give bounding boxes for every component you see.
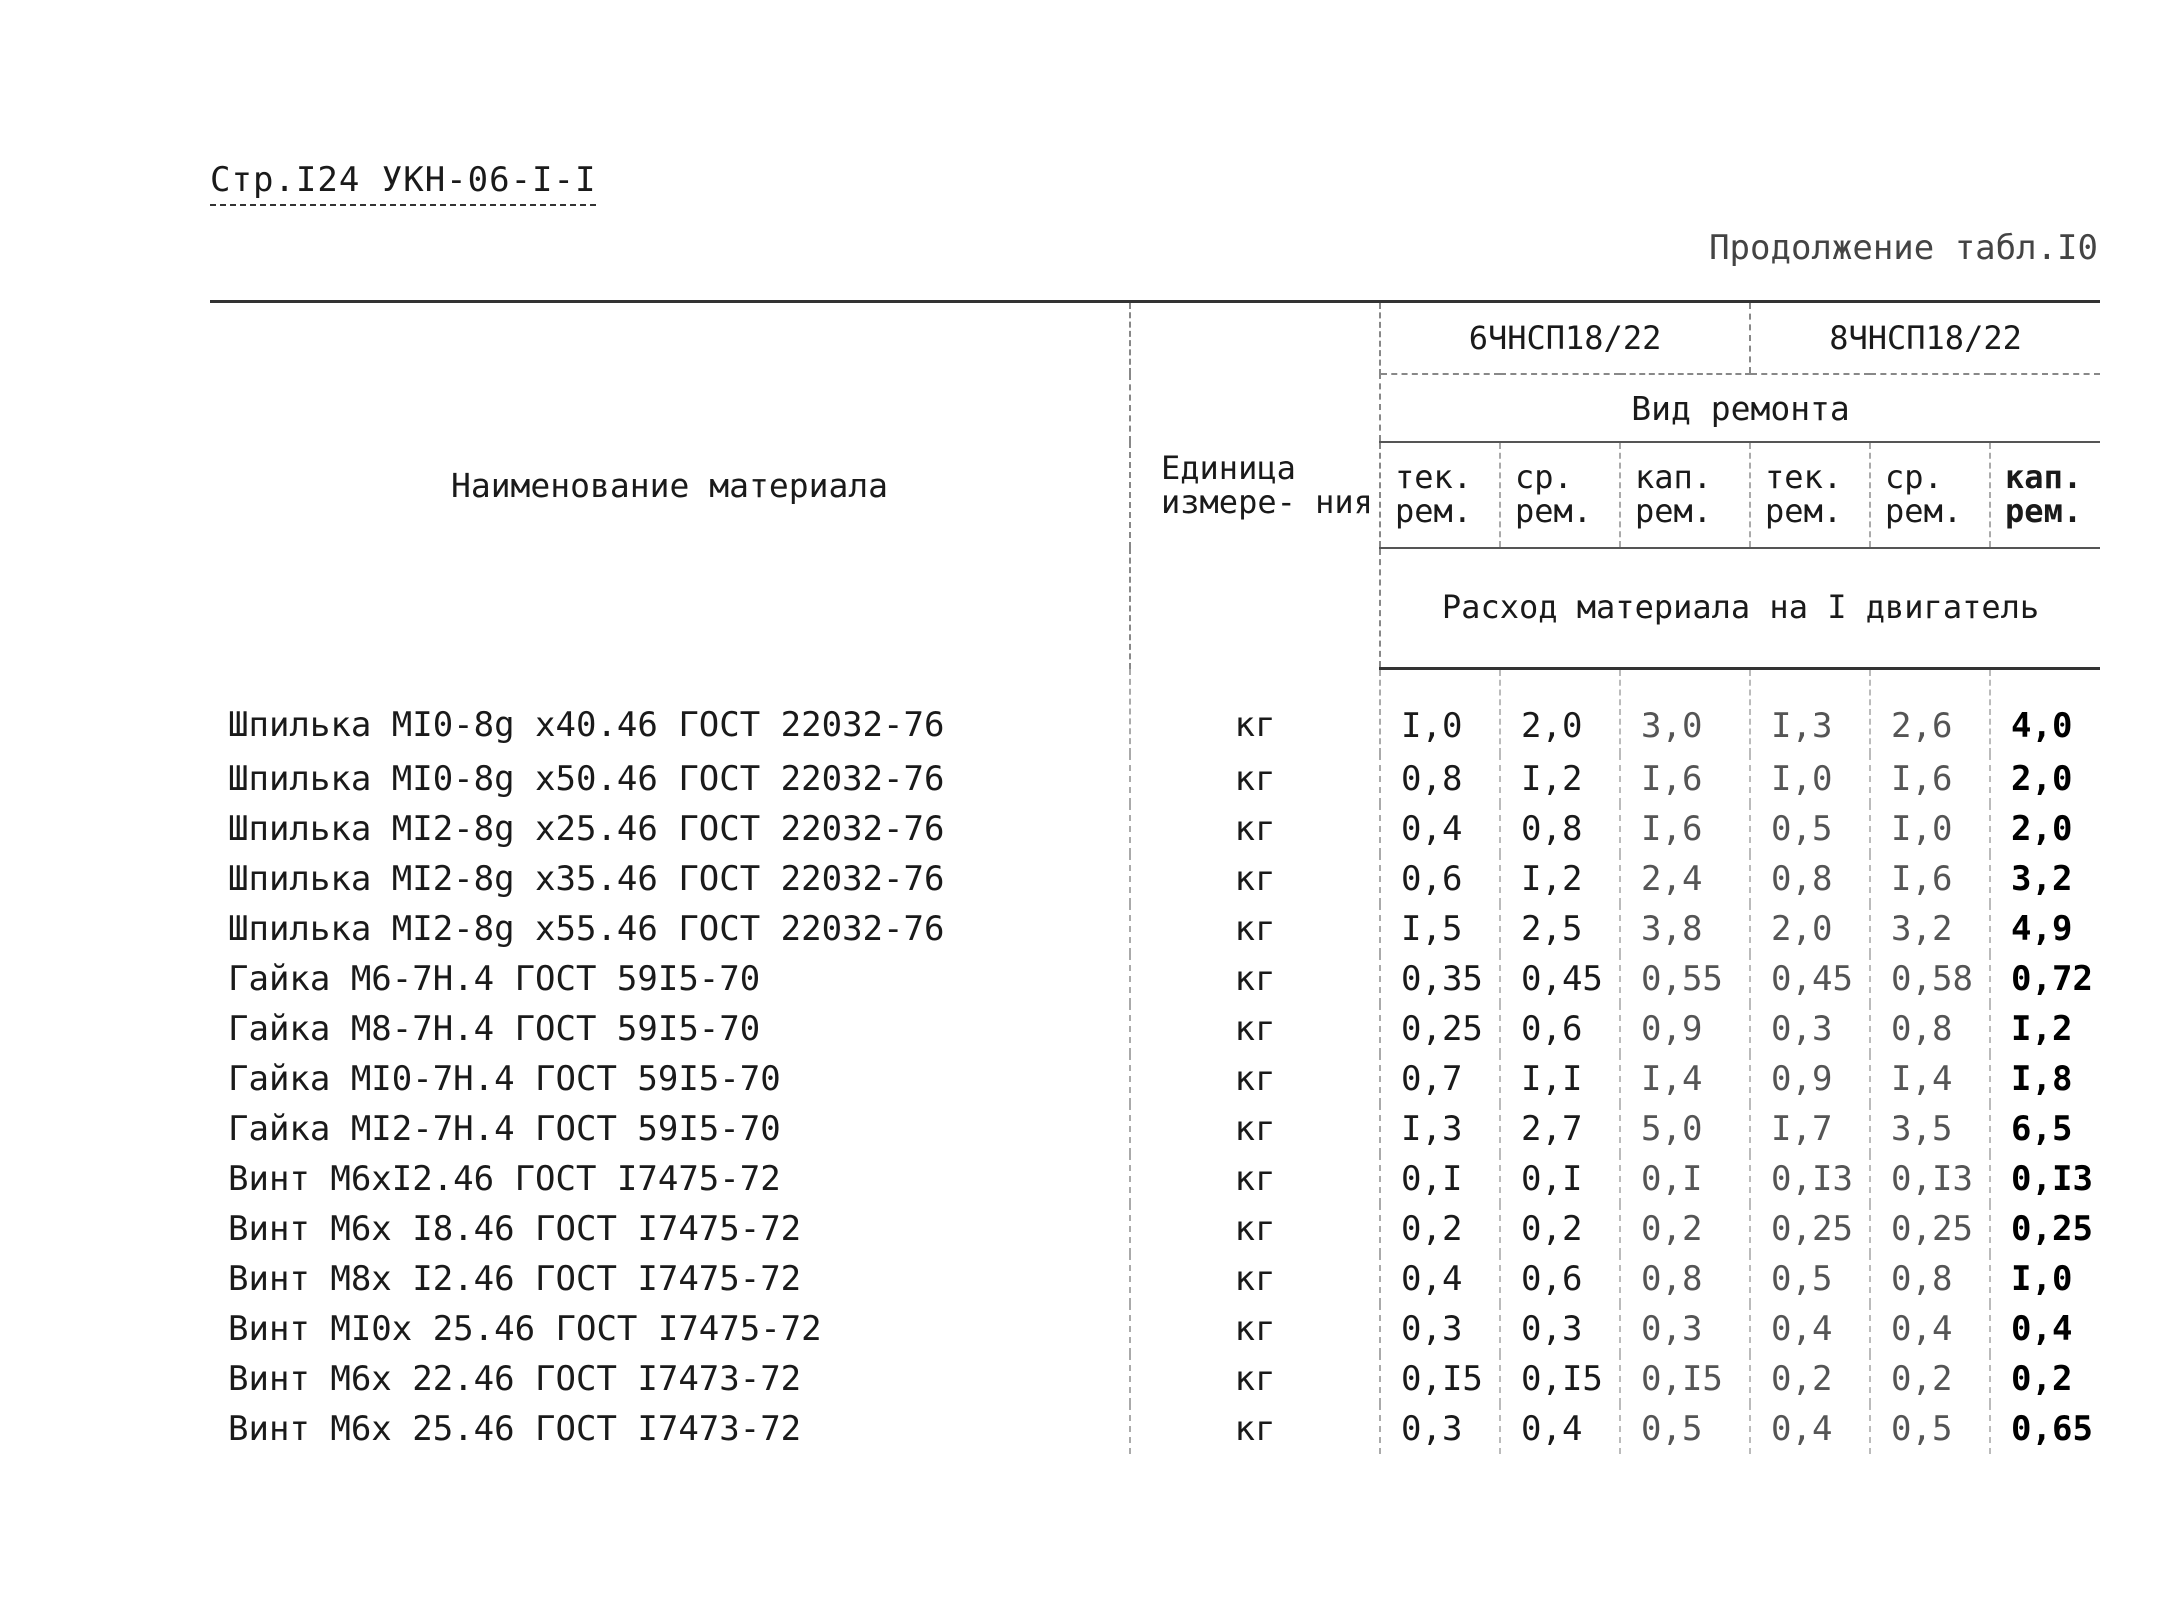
consumption-value: I,0 — [1870, 804, 1990, 854]
consumption-value: 0,5 — [1870, 1404, 1990, 1454]
consumption-value: 0,I3 — [1750, 1154, 1870, 1204]
material-name: Винт М8х I2.46 ГОСТ I7475-72 — [228, 1259, 802, 1299]
table-row — [210, 754, 2100, 804]
consumption-value: I,0 — [1750, 754, 1870, 804]
consumption-value: 2,0 — [1990, 804, 2100, 854]
consumption-value: 0,5 — [1750, 1254, 1870, 1304]
consumption-value: 0,9 — [1750, 1054, 1870, 1104]
consumption-value: 3,5 — [1870, 1104, 1990, 1154]
unit-cell: кг — [1130, 1204, 1380, 1254]
unit-cell: кг — [1130, 1104, 1380, 1154]
repair-col-header: ср. рем. — [1500, 442, 1620, 548]
consumption-value: 3,8 — [1620, 904, 1750, 954]
consumption-value: 0,8 — [1401, 759, 1463, 799]
table-row — [210, 904, 2100, 954]
consumption-value: 0,5 — [1750, 804, 1870, 854]
consumption-value: 0,45 — [1750, 954, 1870, 1004]
consumption-value: 0,6 — [1401, 859, 1463, 899]
consumption-value: 6,5 — [1990, 1104, 2100, 1154]
consumption-value: 2,0 — [1990, 754, 2100, 804]
consumption-value: 0,2 — [1401, 1209, 1463, 1249]
consumption-value: 2,0 — [1750, 904, 1870, 954]
consumption-value: 0,3 — [1401, 1309, 1463, 1349]
consumption-value: I,0 — [1990, 1254, 2100, 1304]
unit-cell: кг — [1130, 954, 1380, 1004]
table-header — [210, 302, 2100, 669]
consumption-value: 3,2 — [1870, 904, 1990, 954]
consumption-value: 0,8 — [1620, 1254, 1750, 1304]
consumption-value: 0,4 — [1750, 1304, 1870, 1354]
consumption-value: 0,58 — [1870, 954, 1990, 1004]
consumption-header: Расход материала на I двигатель — [1380, 548, 2100, 669]
table-row — [210, 1304, 2100, 1354]
consumption-value: 5,0 — [1620, 1104, 1750, 1154]
consumption-value: 0,I5 — [1620, 1354, 1750, 1404]
unit-cell: кг — [1130, 669, 1380, 755]
unit-cell: кг — [1130, 1054, 1380, 1104]
consumption-value: 3,2 — [1990, 854, 2100, 904]
consumption-value: 2,7 — [1500, 1104, 1620, 1154]
consumption-value: 0,2 — [1500, 1204, 1620, 1254]
materials-table — [210, 300, 2100, 1454]
consumption-value: I,7 — [1750, 1104, 1870, 1154]
unit-cell: кг — [1130, 1154, 1380, 1204]
unit-cell: кг — [1130, 804, 1380, 854]
unit-cell: кг — [1130, 1004, 1380, 1054]
consumption-value: 0,2 — [1620, 1204, 1750, 1254]
consumption-value: I,0 — [1401, 706, 1463, 746]
table-row — [210, 954, 2100, 1004]
consumption-value: 0,25 — [1870, 1204, 1990, 1254]
table-row — [210, 1104, 2100, 1154]
unit-cell: кг — [1130, 1404, 1380, 1454]
consumption-value: I,6 — [1620, 754, 1750, 804]
consumption-value: 0,I — [1401, 1159, 1463, 1199]
consumption-value: 0,4 — [1750, 1404, 1870, 1454]
consumption-value: 2,5 — [1500, 904, 1620, 954]
consumption-value: I,8 — [1990, 1054, 2100, 1104]
table-row — [210, 1004, 2100, 1054]
consumption-value: 0,8 — [1500, 804, 1620, 854]
engine-header-6: 6ЧНСП18/22 — [1380, 302, 1750, 375]
repair-col-header: ср. рем. — [1870, 442, 1990, 548]
consumption-value: 2,6 — [1870, 669, 1990, 755]
consumption-value: 0,35 — [1401, 959, 1483, 999]
consumption-value: 0,2 — [1870, 1354, 1990, 1404]
table-continuation-label: Продолжение табл.I0 — [1709, 228, 2098, 268]
consumption-value: 0,6 — [1500, 1004, 1620, 1054]
consumption-value: I,2 — [1990, 1004, 2100, 1054]
consumption-value: I,3 — [1750, 669, 1870, 755]
consumption-value: 0,4 — [1870, 1304, 1990, 1354]
consumption-value: 0,3 — [1500, 1304, 1620, 1354]
consumption-value: I,6 — [1870, 854, 1990, 904]
table-row — [210, 1404, 2100, 1454]
unit-cell: кг — [1130, 904, 1380, 954]
consumption-value: I,2 — [1500, 754, 1620, 804]
consumption-value: 0,3 — [1401, 1409, 1463, 1449]
repair-col-header: тек. рем. — [1380, 442, 1500, 548]
table-row — [210, 1054, 2100, 1104]
consumption-value: 2,4 — [1620, 854, 1750, 904]
consumption-value: 4,0 — [1990, 669, 2100, 755]
unit-header: Единица измере- ния — [1130, 302, 1380, 669]
unit-cell: кг — [1130, 1354, 1380, 1404]
consumption-value: 0,25 — [1750, 1204, 1870, 1254]
consumption-value: 0,4 — [1401, 809, 1463, 849]
consumption-value: 0,5 — [1620, 1404, 1750, 1454]
repair-kind-header: Вид ремонта — [1380, 374, 2100, 442]
material-name: Винт М6хI2.46 ГОСТ I7475-72 — [228, 1159, 781, 1199]
table-body — [210, 669, 2100, 1455]
consumption-value: I,6 — [1870, 754, 1990, 804]
consumption-value: 0,6 — [1500, 1254, 1620, 1304]
material-name: Гайка М6-7Н.4 ГОСТ 59I5-70 — [228, 959, 761, 999]
consumption-value: 0,9 — [1620, 1004, 1750, 1054]
consumption-value: 4,9 — [1990, 904, 2100, 954]
unit-cell: кг — [1130, 754, 1380, 804]
consumption-value: 0,4 — [1401, 1259, 1463, 1299]
material-name: Винт М6х 22.46 ГОСТ I7473-72 — [228, 1359, 802, 1399]
material-name: Шпилька МI0-8g x40.46 ГОСТ 22032-76 — [228, 705, 945, 746]
consumption-value: 0,4 — [1500, 1404, 1620, 1454]
consumption-value: 0,8 — [1870, 1254, 1990, 1304]
table-row — [210, 1154, 2100, 1204]
table-row — [210, 1254, 2100, 1304]
material-name: Шпилька МI2-8g x35.46 ГОСТ 22032-76 — [228, 859, 945, 899]
consumption-value: I,I — [1500, 1054, 1620, 1104]
consumption-value: 0,55 — [1620, 954, 1750, 1004]
table-row — [210, 1204, 2100, 1254]
consumption-value: 0,7 — [1401, 1059, 1463, 1099]
consumption-value: 0,65 — [1990, 1404, 2100, 1454]
material-name: Винт М6х 25.46 ГОСТ I7473-72 — [228, 1409, 802, 1449]
consumption-value: I,5 — [1401, 909, 1463, 949]
consumption-value: 0,45 — [1500, 954, 1620, 1004]
consumption-value: 3,0 — [1620, 669, 1750, 755]
material-name: Гайка МI2-7Н.4 ГОСТ 59I5-70 — [228, 1109, 781, 1149]
material-name: Шпилька МI2-8g x55.46 ГОСТ 22032-76 — [228, 909, 945, 949]
table-row — [210, 854, 2100, 904]
material-name: Винт М6х I8.46 ГОСТ I7475-72 — [228, 1209, 802, 1249]
repair-col-header: тек. рем. — [1750, 442, 1870, 548]
consumption-value: I,4 — [1870, 1054, 1990, 1104]
material-name: Шпилька МI2-8g x25.46 ГОСТ 22032-76 — [228, 809, 945, 849]
consumption-value: 0,8 — [1750, 854, 1870, 904]
consumption-value: 0,8 — [1870, 1004, 1990, 1054]
consumption-value: 0,I5 — [1401, 1359, 1483, 1399]
consumption-value: 0,3 — [1750, 1004, 1870, 1054]
engine-header-8: 8ЧНСП18/22 — [1750, 302, 2100, 375]
consumption-value: I,2 — [1500, 854, 1620, 904]
material-name-header: Наименование материала — [210, 302, 1130, 669]
unit-cell: кг — [1130, 1254, 1380, 1304]
material-name: Винт МI0х 25.46 ГОСТ I7475-72 — [228, 1309, 822, 1349]
consumption-value: 0,2 — [1750, 1354, 1870, 1404]
consumption-value: 0,I — [1500, 1154, 1620, 1204]
consumption-value: I,3 — [1401, 1109, 1463, 1149]
consumption-value: 0,4 — [1990, 1304, 2100, 1354]
material-name: Гайка М8-7Н.4 ГОСТ 59I5-70 — [228, 1009, 761, 1049]
consumption-value: 0,I5 — [1500, 1354, 1620, 1404]
page-reference: Стр.I24 УКН-06-I-I — [210, 160, 596, 206]
material-name: Шпилька МI0-8g x50.46 ГОСТ 22032-76 — [228, 759, 945, 799]
unit-cell: кг — [1130, 854, 1380, 904]
consumption-value: 0,I — [1620, 1154, 1750, 1204]
table-row — [210, 669, 2100, 755]
consumption-value: 0,2 — [1990, 1354, 2100, 1404]
consumption-value: 0,I3 — [1990, 1154, 2100, 1204]
consumption-value: I,4 — [1620, 1054, 1750, 1104]
table-row — [210, 804, 2100, 854]
consumption-value: 2,0 — [1500, 669, 1620, 755]
unit-cell: кг — [1130, 1304, 1380, 1354]
consumption-value: 0,3 — [1620, 1304, 1750, 1354]
consumption-value: 0,72 — [1990, 954, 2100, 1004]
consumption-value: I,6 — [1620, 804, 1750, 854]
repair-col-header: кап. рем. — [1620, 442, 1750, 548]
consumption-value: 0,25 — [1401, 1009, 1483, 1049]
consumption-value: 0,25 — [1990, 1204, 2100, 1254]
material-name: Гайка МI0-7Н.4 ГОСТ 59I5-70 — [228, 1059, 781, 1099]
table-row — [210, 1354, 2100, 1404]
consumption-value: 0,I3 — [1870, 1154, 1990, 1204]
repair-col-header: кап. рем. — [1990, 442, 2100, 548]
